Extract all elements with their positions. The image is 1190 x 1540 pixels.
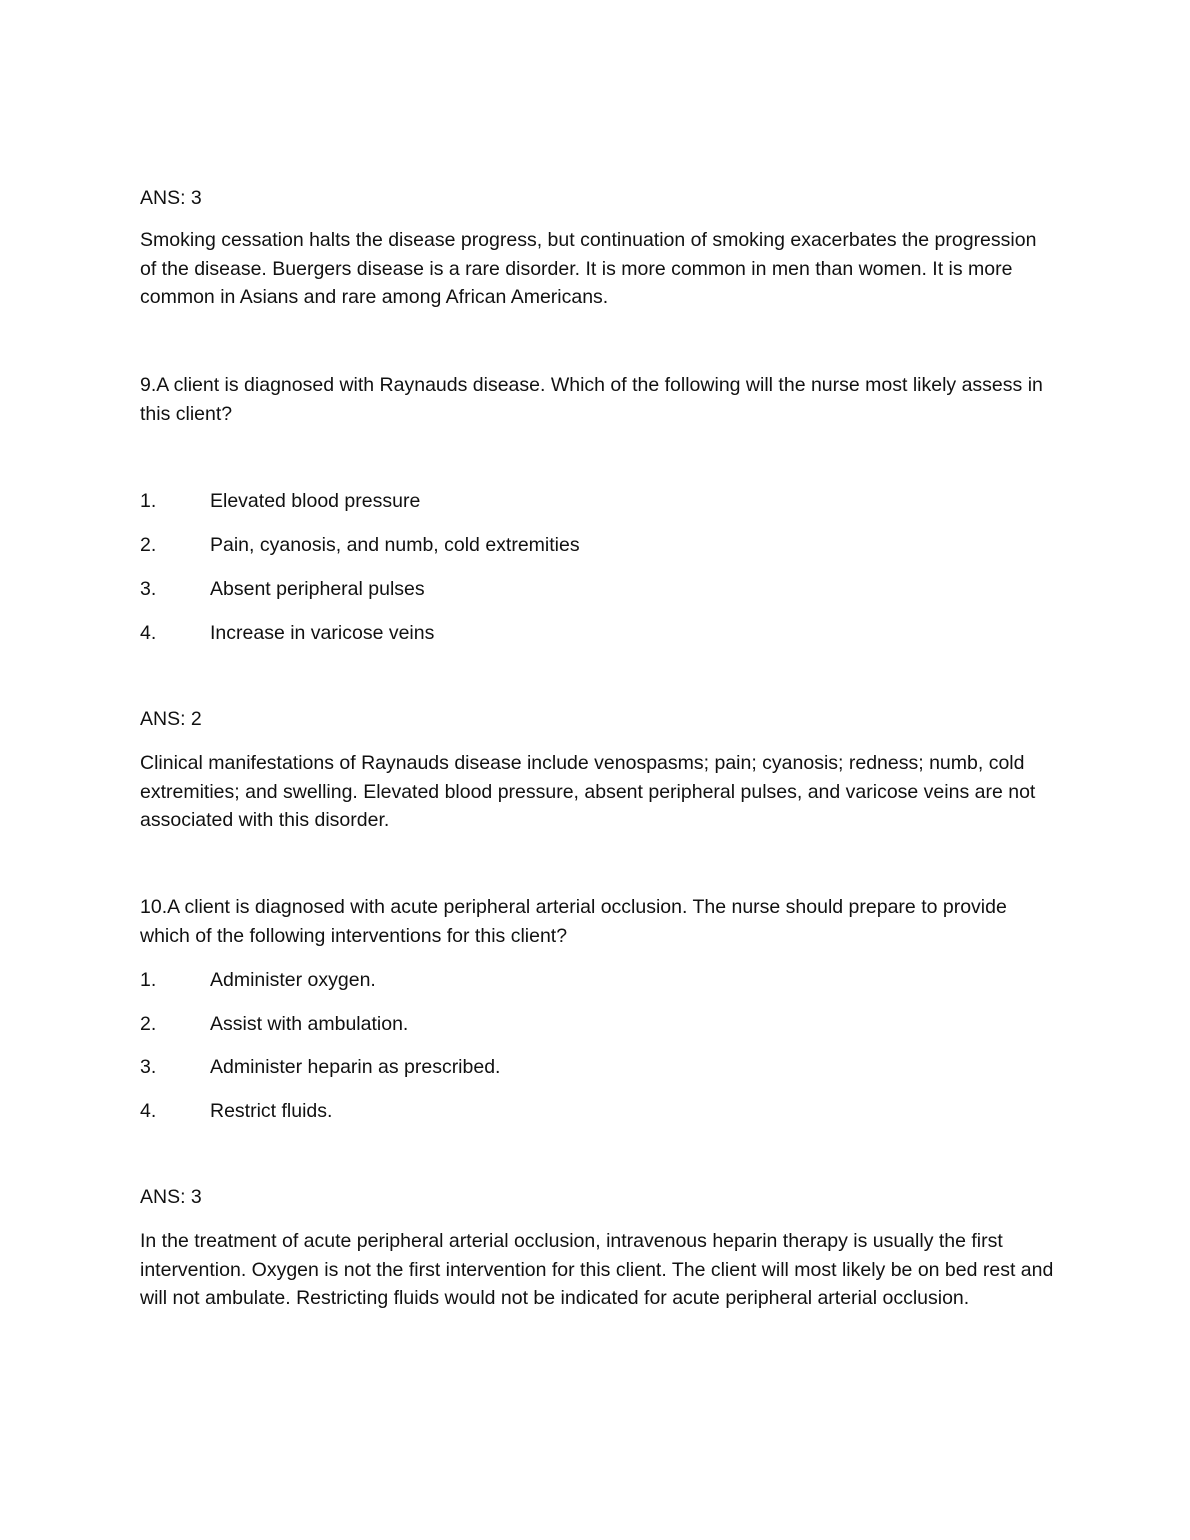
option-item <box>140 1012 408 1036</box>
option-number: 3. <box>140 578 157 600</box>
option-number: 2. <box>140 534 157 556</box>
option-text: Increase in varicose veins <box>210 622 435 644</box>
option-text: Administer oxygen. <box>210 969 376 991</box>
option-text: Assist with ambulation. <box>210 1013 409 1035</box>
option-item <box>140 577 425 601</box>
option-item <box>140 533 580 557</box>
option-number: 4. <box>140 1100 157 1122</box>
option-number: 3. <box>140 1056 157 1078</box>
option-text: Restrict fluids. <box>210 1100 333 1122</box>
option-text: Elevated blood pressure <box>210 490 421 512</box>
option-item <box>140 968 376 992</box>
answer-label: ANS: 3 <box>140 1186 202 1208</box>
rationale-paragraph: Smoking cessation halts the disease progress, but continuation of smoking exacerbates the progression of the disease. Buergers disease is a rare disorder. It is more common in men than women. It is more common in Asians and rare among African Americans. <box>140 229 1037 308</box>
question-stem: 9.A client is diagnosed with Raynauds disease. Which of the following will the nurse most likely assess in this client? <box>140 374 1043 425</box>
rationale-paragraph: In the treatment of acute peripheral arterial occlusion, intravenous heparin therapy is usually the first intervention. Oxygen is not the first intervention for this client. The client will most likely be on bed rest and will not ambulate. Restricting fluids would not be indicated for acute peripheral arterial occlusion. <box>140 1230 1054 1309</box>
option-number: 1. <box>140 490 157 512</box>
answer-label: ANS: 3 <box>140 187 202 209</box>
option-item <box>140 1099 332 1123</box>
option-item <box>140 489 420 513</box>
question-stem: 10.A client is diagnosed with acute peripheral arterial occlusion. The nurse should prepare to provide which of the following interventions for this client? <box>140 896 1007 947</box>
option-item <box>140 621 434 645</box>
option-item <box>140 1055 500 1079</box>
answer-label: ANS: 2 <box>140 708 202 730</box>
rationale-paragraph: Clinical manifestations of Raynauds disease include venospasms; pain; cyanosis; redness; numb, cold extremities; and swelling. Elevated blood pressure, absent peripheral pulses, and varicose veins are not associated with this disorder. <box>140 752 1036 831</box>
option-number: 1. <box>140 969 157 991</box>
option-text: Absent peripheral pulses <box>210 578 425 600</box>
option-text: Pain, cyanosis, and numb, cold extremities <box>210 534 580 556</box>
option-number: 2. <box>140 1013 157 1035</box>
option-text: Administer heparin as prescribed. <box>210 1056 501 1078</box>
option-number: 4. <box>140 622 157 644</box>
